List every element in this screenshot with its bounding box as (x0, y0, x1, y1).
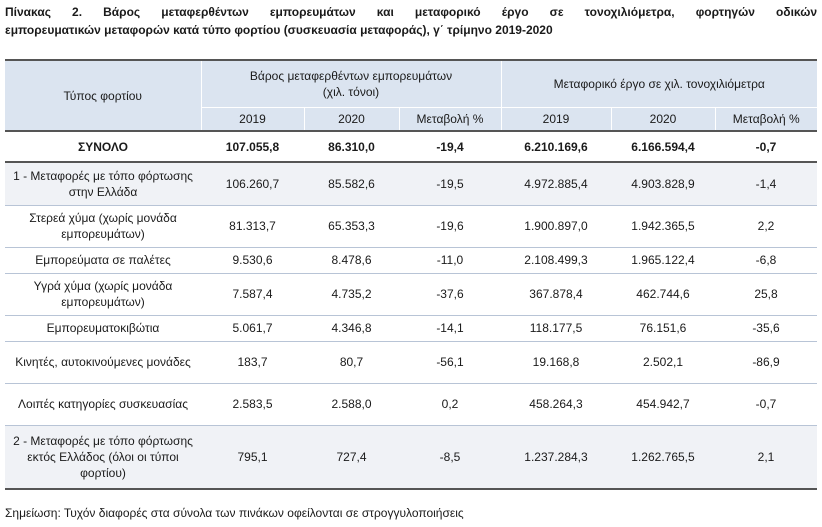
cell: 1.262.765,5 (611, 425, 715, 489)
table-row (5, 383, 817, 425)
header-sub-2020-tonkm: 2020 (611, 107, 715, 131)
cell: 4.735,2 (304, 273, 399, 315)
cell: 4.903.828,9 (611, 162, 715, 205)
row-label: 1 - Μεταφορές με τόπο φόρτωσης στην Ελλάδα (5, 162, 201, 205)
header-sub-change-tonkm: Μεταβολή % (715, 107, 817, 131)
cell: -19,4 (399, 131, 501, 162)
cell: 2.583,5 (201, 383, 304, 425)
cell: 65.353,3 (304, 205, 399, 247)
table-row (5, 205, 817, 247)
table-title-line-1: Πίνακας 2. Βάρος μεταφερθέντων εμπορευμάτων και μεταφορικό έργο σε τονοχιλιόμετρα, φορτηγών οδικών (5, 5, 817, 19)
cell: 5.061,7 (201, 315, 304, 341)
cell: 367.878,4 (501, 273, 611, 315)
cell: 81.313,7 (201, 205, 304, 247)
row-label: 2 - Μεταφορές με τόπο φόρτωσης εκτός Ελλάδος (όλοι οι τύποι φορτίου) (5, 425, 201, 489)
cell: 2.588,0 (304, 383, 399, 425)
row-label: Στερεά χύμα (χωρίς μονάδα εμπορευμάτων) (5, 205, 201, 247)
header-group-tonkm: Μεταφορικό έργο σε χιλ. τονοχιλιόμετρα (501, 60, 817, 107)
row-label: ΣΥΝΟΛΟ (5, 131, 201, 162)
row-label: Λοιπές κατηγορίες συσκευασίας (5, 383, 201, 425)
cell: 2.502,1 (611, 341, 715, 383)
cell: 1.965.122,4 (611, 247, 715, 273)
table-row (5, 247, 817, 273)
cell: -35,6 (715, 315, 817, 341)
cell: 2.108.499,3 (501, 247, 611, 273)
header-row-groups (5, 60, 817, 107)
cell: 795,1 (201, 425, 304, 489)
header-group-weight (201, 60, 501, 107)
cell: 85.582,6 (304, 162, 399, 205)
header-sub-2020-weight: 2020 (304, 107, 399, 131)
table-row-total (5, 131, 817, 162)
cell: -6,8 (715, 247, 817, 273)
cell: 25,8 (715, 273, 817, 315)
cell: 76.151,6 (611, 315, 715, 341)
cell: -56,1 (399, 341, 501, 383)
table-row (5, 273, 817, 315)
cell: 1.900.897,0 (501, 205, 611, 247)
cell: 462.744,6 (611, 273, 715, 315)
cell: 8.478,6 (304, 247, 399, 273)
cell: -37,6 (399, 273, 501, 315)
cell: 0,2 (399, 383, 501, 425)
freight-table (5, 59, 817, 490)
header-sub-change-weight: Μεταβολή % (399, 107, 501, 131)
header-sub-2019-weight: 2019 (201, 107, 304, 131)
cell: 7.587,4 (201, 273, 304, 315)
cell: 107.055,8 (201, 131, 304, 162)
cell: 183,7 (201, 341, 304, 383)
cell: 454.942,7 (611, 383, 715, 425)
cell: -0,7 (715, 383, 817, 425)
table-row (5, 315, 817, 341)
table-title-line-2: εμπορευματικών μεταφορών κατά τύπο φορτίου (συσκευασία μεταφοράς), γ΄ τρίμηνο 2019-2020 (5, 23, 553, 37)
cell: 4.972.885,4 (501, 162, 611, 205)
cell: 118.177,5 (501, 315, 611, 341)
cell: 86.310,0 (304, 131, 399, 162)
cell: -19,6 (399, 205, 501, 247)
header-sub-2019-tonkm: 2019 (501, 107, 611, 131)
table-title (5, 3, 817, 39)
cell: 4.346,8 (304, 315, 399, 341)
cell: 458.264,3 (501, 383, 611, 425)
cell: 1.942.365,5 (611, 205, 715, 247)
row-label: Εμπορεύματα σε παλέτες (5, 247, 201, 273)
row-label: Κινητές, αυτοκινούμενες μονάδες (5, 341, 201, 383)
cell: 9.530,6 (201, 247, 304, 273)
cell: 2,2 (715, 205, 817, 247)
header-row-label: Τύπος φορτίου (5, 60, 201, 131)
row-label: Υγρά χύμα (χωρίς μονάδα εμπορευμάτων) (5, 273, 201, 315)
footnote: Σημείωση: Τυχόν διαφορές στα σύνολα των πινάκων οφείλονται σε στρογγυλοποιήσεις (5, 506, 464, 520)
row-label: Εμπορευματοκιβώτια (5, 315, 201, 341)
cell: -0,7 (715, 131, 817, 162)
cell: 106.260,7 (201, 162, 304, 205)
cell: 6.210.169,6 (501, 131, 611, 162)
cell: 727,4 (304, 425, 399, 489)
table-row (5, 425, 817, 489)
cell: 2,1 (715, 425, 817, 489)
table-row (5, 341, 817, 383)
cell: 6.166.594,4 (611, 131, 715, 162)
cell: 1.237.284,3 (501, 425, 611, 489)
cell: -19,5 (399, 162, 501, 205)
cell: 19.168,8 (501, 341, 611, 383)
header-group-weight-unit: (χιλ. τόνοι) (322, 84, 380, 99)
cell: -1,4 (715, 162, 817, 205)
cell: -14,1 (399, 315, 501, 341)
cell: -86,9 (715, 341, 817, 383)
cell: -8,5 (399, 425, 501, 489)
header-group-weight-title: Βάρος μεταφερθέντων εμπορευμάτων (249, 68, 453, 83)
table-row (5, 162, 817, 205)
cell: 80,7 (304, 341, 399, 383)
cell: -11,0 (399, 247, 501, 273)
